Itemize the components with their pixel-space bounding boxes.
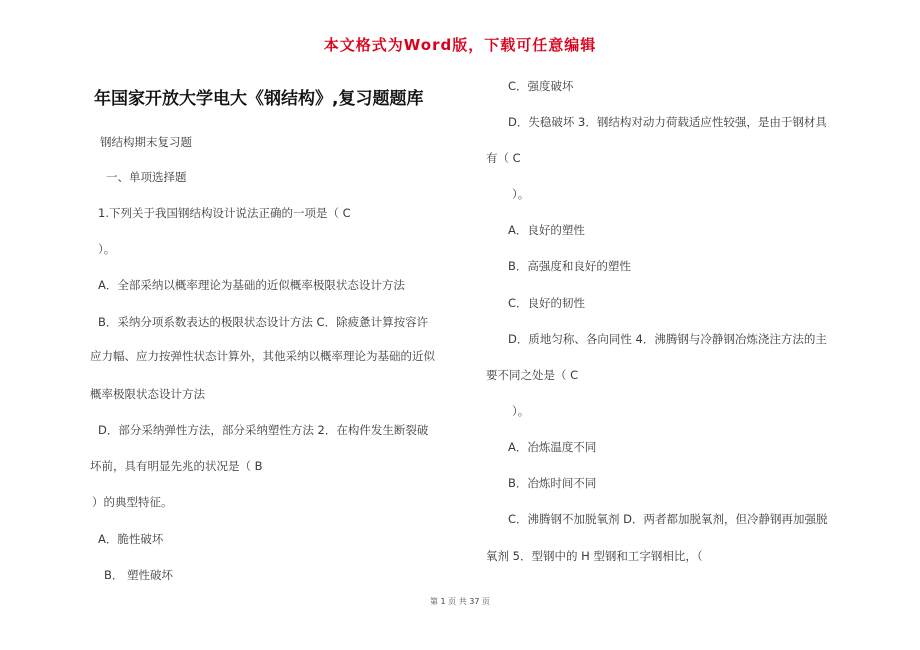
page-number: 第 1 页 共 37 页 [430, 597, 490, 606]
text-line: B．冶炼时间不同 [508, 476, 597, 490]
text-line: ）。 [512, 187, 530, 201]
text-line: C．良好的韧性 [508, 296, 586, 310]
text-line: A．脆性破坏 [98, 532, 164, 546]
text-line: ）。 [512, 404, 530, 418]
text-line: C．沸腾钢不加脱氧剂 D．两者都加脱氧剂，但冷静钢再加强脱 [508, 512, 828, 526]
text-line: 应力幅、应力按弹性状态计算外，其他采纳以概率理论为基础的近似 [90, 349, 435, 363]
text-line: ）的典型特征。 [92, 495, 173, 509]
text-line: 1.下列关于我国钢结构设计说法正确的一项是（ C [98, 206, 351, 220]
text-line: 坏前，具有明显先兆的状况是（ B [90, 459, 263, 473]
text-line: D．部分采纳弹性方法，部分采纳塑性方法 2．在构件发生断裂破 [98, 423, 429, 437]
text-line: A．全部采纳以概率理论为基础的近似概率极限状态设计方法 [98, 278, 405, 292]
text-line: ）。 [98, 242, 116, 256]
text-line: 钢结构期末复习题 [100, 135, 192, 149]
right-column [486, 0, 866, 600]
text-line: 要不同之处是（ C [486, 368, 579, 382]
text-line: D．失稳破坏 3．钢结构对动力荷载适应性较强，是由于钢材具 [508, 115, 827, 129]
document-title: 年国家开放大学电大《钢结构》,复习题题库 [94, 89, 424, 109]
text-line: A．良好的塑性 [508, 223, 585, 237]
text-line: 有（ C [486, 151, 521, 165]
text-line: B．高强度和良好的塑性 [508, 259, 631, 273]
text-line: B．采纳分项系数表达的极限状态设计方法 C．除疲惫计算按容许 [98, 315, 429, 329]
text-line: 氧剂 5．型钢中的 H 型钢和工字钢相比，（ [486, 549, 703, 563]
text-line: 概率极限状态设计方法 [90, 387, 205, 401]
text-line: 一、单项选择题 [106, 170, 187, 184]
text-line: A．冶炼温度不同 [508, 440, 597, 454]
left-column [88, 0, 468, 600]
text-line: B． 塑性破坏 [104, 568, 174, 582]
text-line: D．质地匀称、各向同性 4．沸腾钢与冷静钢冶炼浇注方法的主 [508, 332, 827, 346]
download-banner: 本文格式为Word版，下载可任意编辑 [323, 36, 597, 54]
text-line: C．强度破坏 [508, 79, 574, 93]
